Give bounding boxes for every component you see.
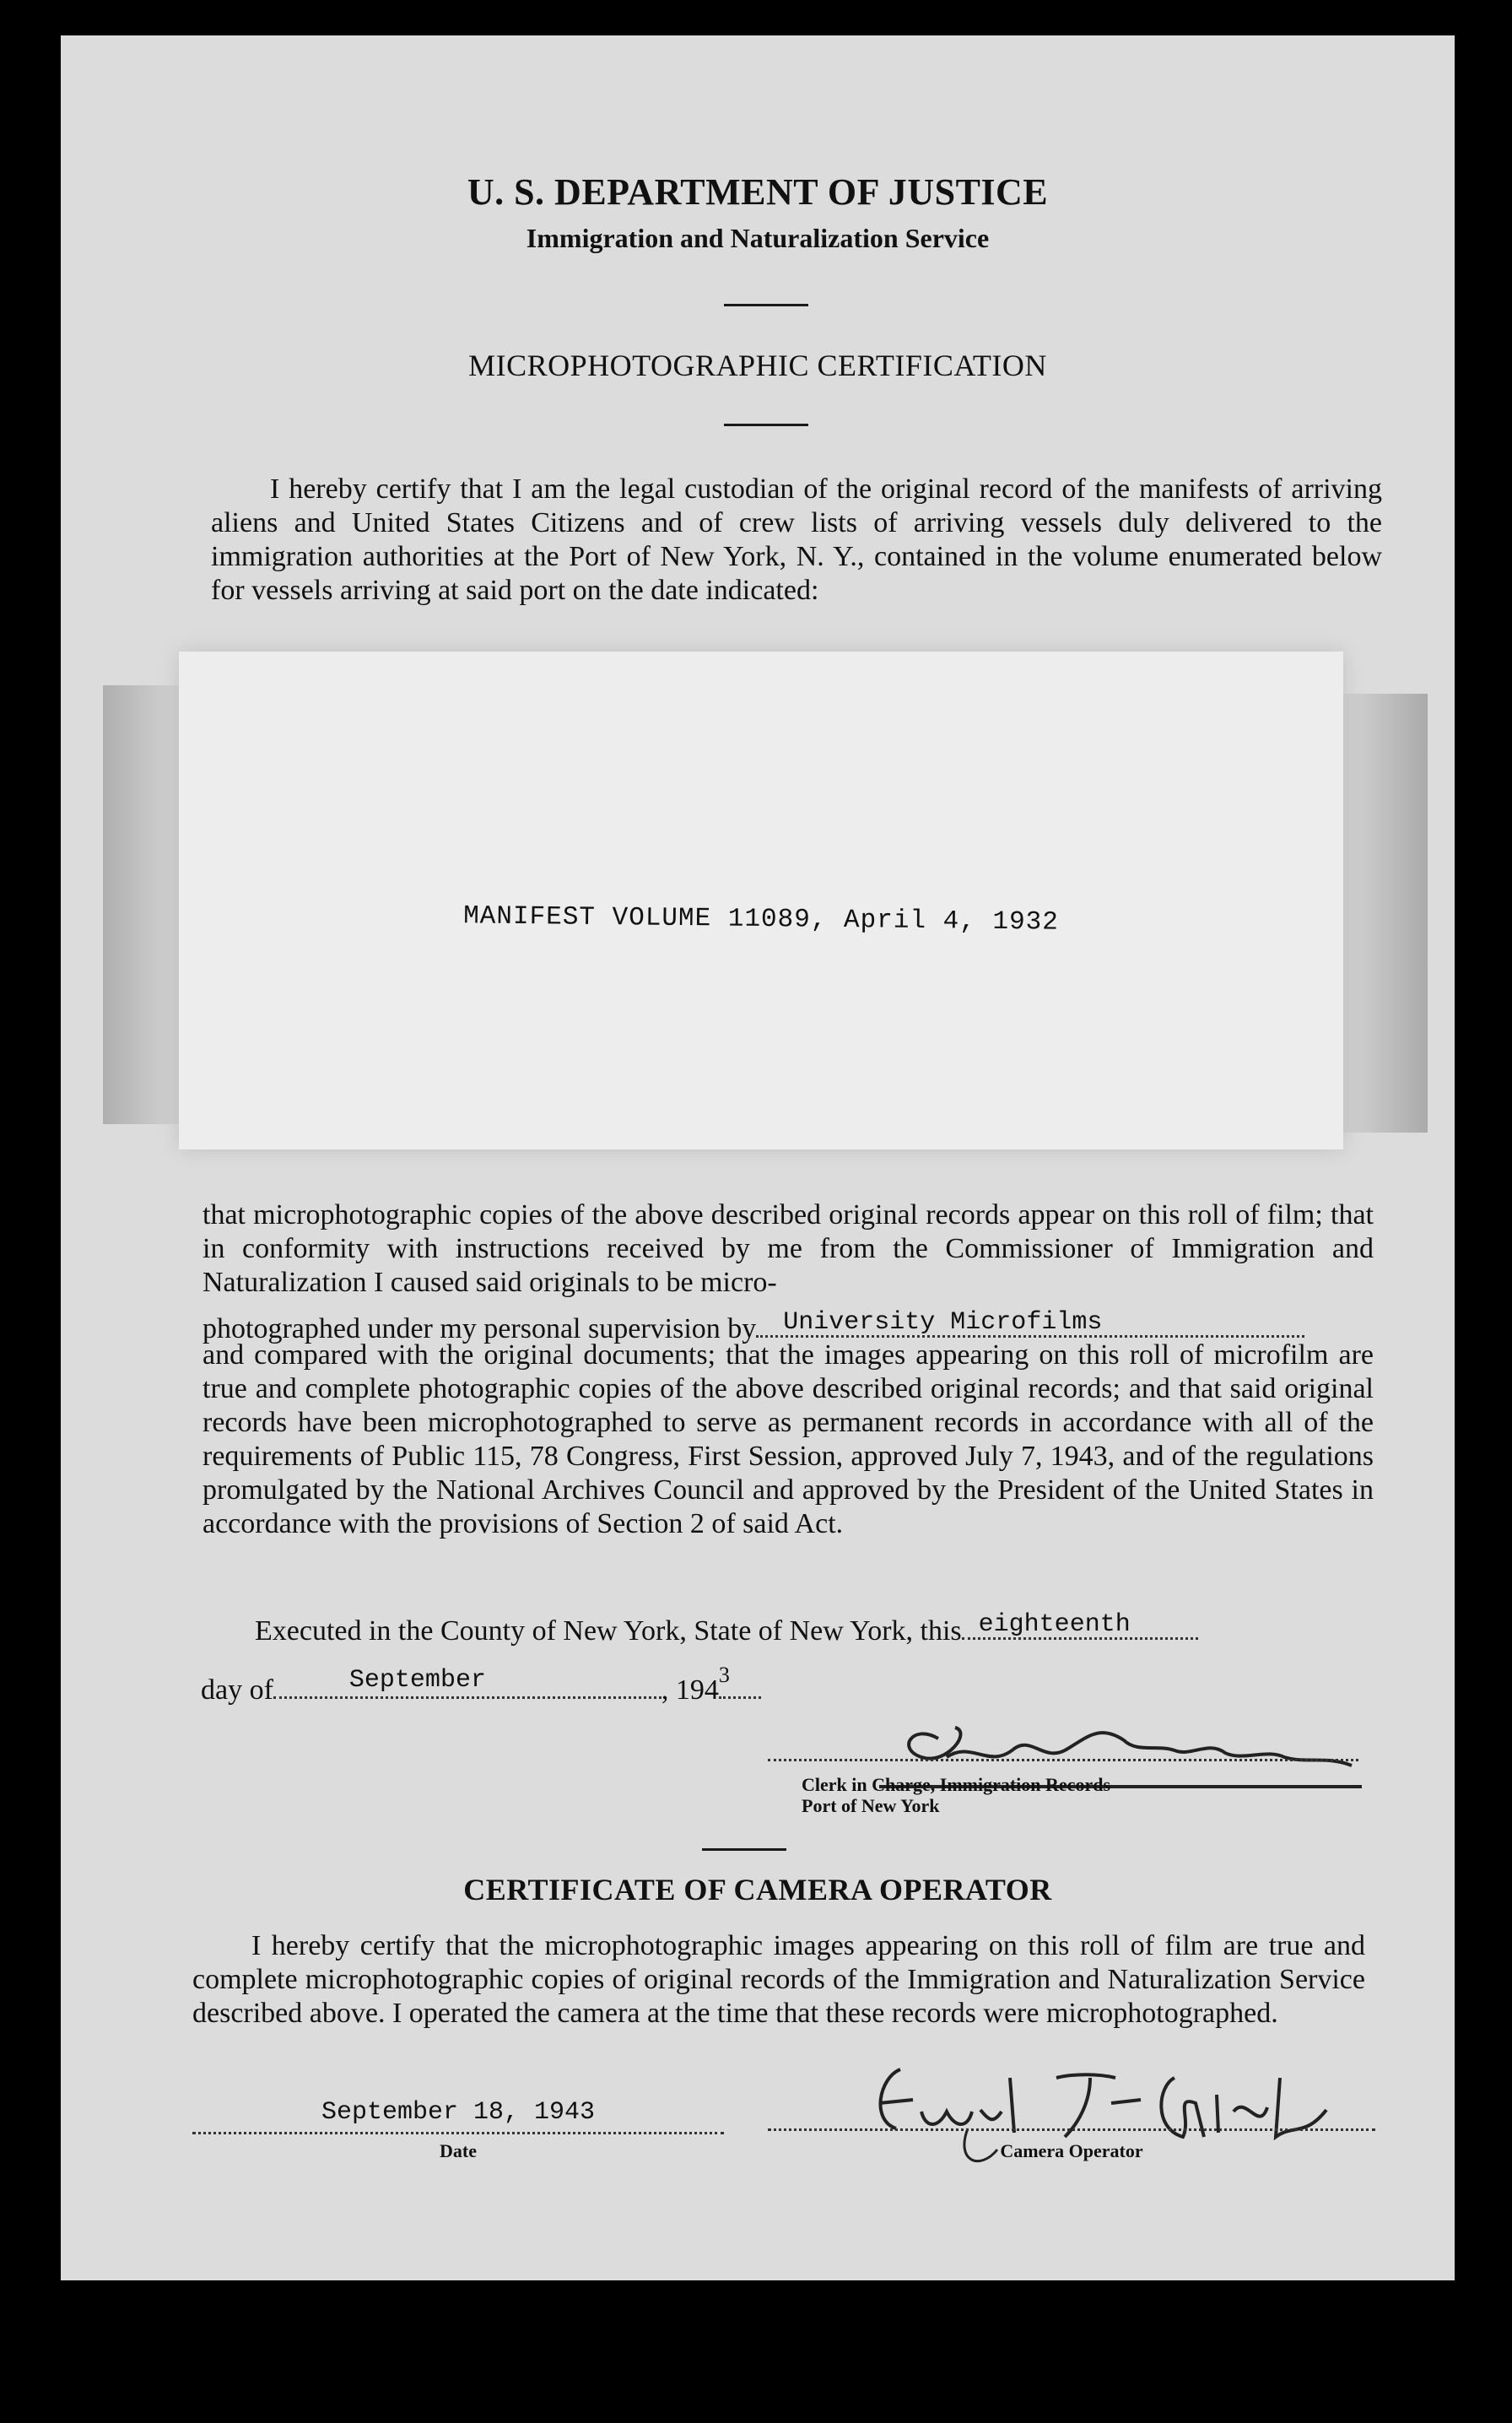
year-digit: 3 (718, 1663, 730, 1687)
divider (724, 424, 808, 426)
supervision-prefix: photographed under my personal supervision by (202, 1313, 757, 1344)
year-prefix: , 194 (661, 1674, 719, 1706)
certification-title: MICROPHOTOGRAPHIC CERTIFICATION (468, 349, 1047, 382)
date-field (192, 2095, 724, 2134)
certification-paragraph-start: that microphotographic copies of the above described original records appear on this roll of film; that in conformity with instructions received by me from the Commissioner of Immigration and Naturalization I caused said originals to be micro- (202, 1199, 1374, 1298)
service-subheading: Immigration and Naturalization Service (526, 223, 990, 253)
month-field (273, 1666, 662, 1699)
supervisor-field (756, 1308, 1304, 1338)
manifest-slip (179, 652, 1343, 1149)
camera-operator-signature-line (768, 2128, 1375, 2131)
clerk-title-line1: Clerk in Charge, Immigration Records (802, 1774, 1111, 1795)
camera-operator-label: Camera Operator (1000, 2140, 1143, 2161)
month-value: September (348, 1666, 486, 1695)
date-label: Date (440, 2140, 477, 2161)
year-field (718, 1663, 761, 1699)
day-of-label: day of (201, 1674, 273, 1706)
camera-operator-signature (820, 2044, 1377, 2196)
day-of-line (201, 1663, 761, 1706)
date-value: September 18, 1943 (321, 2098, 596, 2127)
department-heading: U. S. DEPARTMENT OF JUSTICE (467, 171, 1049, 213)
clerk-title-line2: Port of New York (802, 1795, 940, 1816)
certification-paragraph-rest: and compared with the original documents; that the images appearing on this roll of microfilm are true and complete photographic copies of the above described original records; and that said original records have been microphotographed to serve as permanent records in accordance with all of the requirements of Public 115, 78 Congress, First Session, approved July 7, 1943, and of the regulations promulgated by the National Archives Council and approved by the President of the United States in accordance with the provisions of Section 2 of said Act. (202, 1339, 1374, 1539)
execution-prefix: Executed in the County of New York, State of New York, this (255, 1615, 962, 1647)
execution-day-value: eighteenth (978, 1610, 1131, 1639)
document-page (61, 35, 1455, 2280)
divider (702, 1848, 786, 1851)
divider (724, 304, 808, 306)
camera-operator-heading: CERTIFICATE OF CAMERA OPERATOR (463, 1873, 1052, 1906)
clerk-signature-line (768, 1759, 1358, 1761)
supervisor-value: University Microfilms (783, 1308, 1103, 1337)
execution-line (255, 1610, 1198, 1647)
intro-paragraph: I hereby certify that I am the legal custodian of the original record of the manifests of arriving aliens and United States Citizens and of crew lists of arriving vessels duly delivered to the immigration authorities at the Port of New York, N. Y., contained in the volume enumerated below for vessels arriving at said port on the date indicated: (211, 473, 1382, 606)
manifest-volume-label: MANIFEST VOLUME 11089, April 4, 1932 (462, 901, 1060, 938)
camera-operator-paragraph: I hereby certify that the microphotographic images appearing on this roll of film are true and complete microphotographic copies of original records of the Immigration and Naturalization Service described above. I operated the camera at the time that these records were microphotographed. (192, 1930, 1365, 2029)
execution-day-field (962, 1610, 1198, 1640)
